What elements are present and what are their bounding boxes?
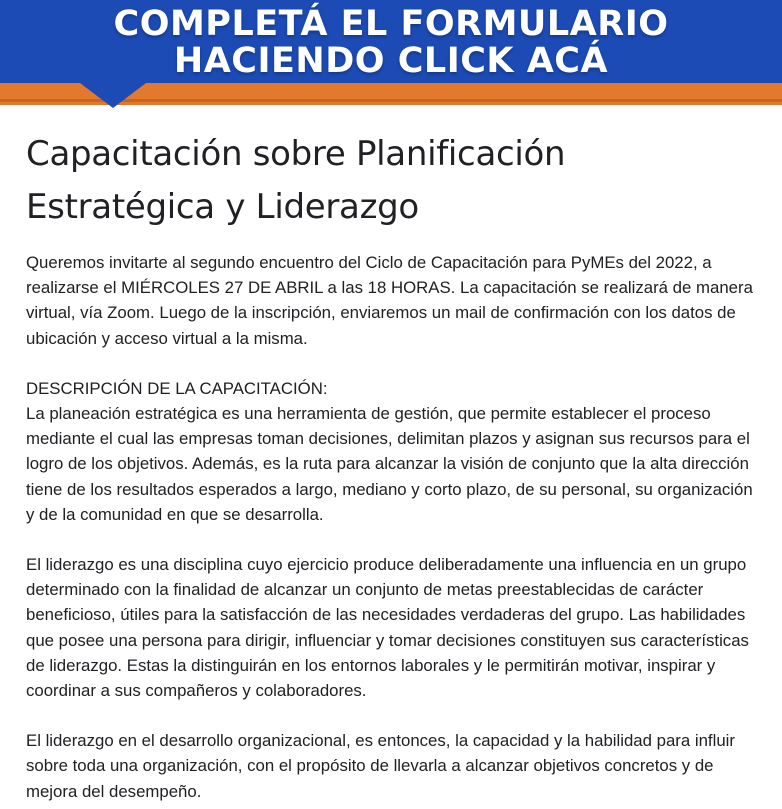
banner-call-to-action[interactable] [0,6,782,80]
banner-line-1: COMPLETÁ EL FORMULARIO [113,4,669,44]
form-header-banner[interactable] [0,0,782,110]
form-title [26,128,760,234]
form-description-card [26,128,760,804]
description-paragraph-2: El liderazgo es una disciplina cuyo ejercicio produce deliberadamente una influencia en un grupo determinado con la finalidad de alcanzar un conjunto de metas preestablecidas de carácter beneficioso, útiles para la satisfacción de las necesidades verdaderas del grupo. Las habilidades que posee una persona para dirigir, influenciar y tomar decisiones constituyen sus características de liderazgo. Estas la distinguirán en los entornos laborales y le permitirán motivar, inspirar y coordinar a sus compañeros y colaboradores. [26,555,749,701]
description-paragraph-3: El liderazgo en el desarrollo organizacional, es entonces, la capacidad y la habilidad para influir sobre toda una organización, con el propósito de llevarla a alcanzar objetivos concretos y de mejora del desempeño. [26,731,735,801]
description-heading: DESCRIPCIÓN DE LA CAPACITACIÓN: [26,378,328,398]
description-paragraph-1: La planeación estratégica es una herramienta de gestión, que permite establecer el proceso mediante el cual las empresas toman decisiones, delimitan plazos y asignan sus recursos para el logro de los objetivos. Además, es la ruta para alcanzar la visión de conjunto que la alta dirección tiene de los resultados esperados a largo, mediano y corto plazo, de su personal, su organización y de la comunidad en que se desarrolla. [26,404,753,524]
form-title-line-2: Estratégica y Liderazgo [26,187,419,227]
banner-line-2: HACIENDO CLICK ACÁ [173,41,609,81]
form-title-line-1: Capacitación sobre Planificación [26,134,566,174]
form-intro-text: Queremos invitarte al segundo encuentro del Ciclo de Capacitación para PyMEs del 2022, a realizarse el MIÉRCOLES 27 DE ABRIL a las 18 HORAS. La capacitación se realizará de manera virtual, vía Zoom. Luego de la inscripción, enviaremos un mail de confirmación con los datos de ubicación y acceso virtual a la misma. [26,253,753,348]
